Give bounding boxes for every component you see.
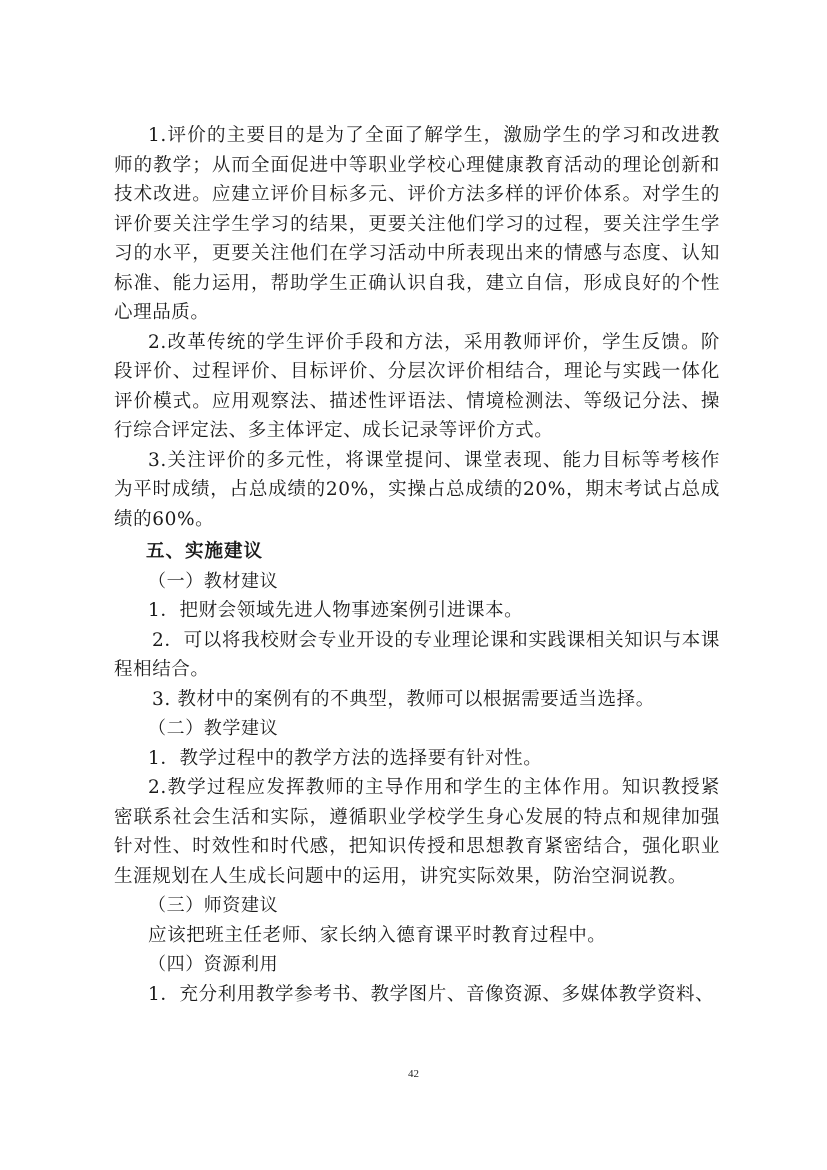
faculty-item-1: 应该把班主任老师、家长纳入德育课平时教育过程中。 xyxy=(148,924,607,946)
textbook-item-2: 2．可以将我校财会专业开设的专业理论课和实践课相关知识与本课程相结合。 xyxy=(114,629,720,680)
paragraph-eval-2: 2.改革传统的学生评价手段和方法，采用教师评价，学生反馈。阶段评价、过程评价、目标评价、分层次评价相结合，理论与实践一体化评价模式。应用观察法、描述性评语法、情境检测法、等级记分法、操行综合评定法、多主体评定、成长记录等评价方式。 xyxy=(114,331,720,441)
teaching-item-1: 1．教学过程中的教学方法的选择要有针对性。 xyxy=(148,747,543,769)
resources-item-1: 1．充分利用教学参考书、教学图片、音像资源、多媒体教学资料、 xyxy=(148,983,715,1005)
paragraph-eval-3: 3.关注评价的多元性，将课堂提问、课堂表现、能力目标等考核作为平时成绩，占总成绩的20%，实操占总成绩的20%，期末考试占总成绩的60%。 xyxy=(114,449,720,530)
subheading-teaching: （二）教学建议 xyxy=(148,718,279,739)
teaching-item-2: 2.教学过程应发挥教师的主导作用和学生的主体作用。知识教授紧密联系社会生活和实际，遵循职业学校学生身心发展的特点和规律加强针对性、时效性和时代感，把知识传授和思想教育紧密结合，强化职业生涯规划在人生成长问题中的运用，讲究实际效果，防治空洞说教。 xyxy=(114,777,720,887)
page-number: 42 xyxy=(408,1068,419,1080)
subheading-resources: （四）资源利用 xyxy=(148,954,279,975)
textbook-item-3: 3. 教材中的案例有的不典型，教师可以根据需要适当选择。 xyxy=(152,688,655,710)
document-body xyxy=(114,121,720,1009)
subheading-faculty: （三）师资建议 xyxy=(148,895,279,916)
paragraph-eval-1: 1.评价的主要目的是为了全面了解学生，激励学生的学习和改进教师的教学；从而全面促进中等职业学校心理健康教育活动的理论创新和技术改进。应建立评价目标多元、评价方法多样的评价体系。对学生的评价要关注学生学习的结果，更要关注他们学习的过程，要关注学生学习的水平，更要关注他们在学习活动中所表现出来的情感与态度、认知标准、能力运用，帮助学生正确认识自我，建立自信，形成良好的个性心理品质。 xyxy=(114,125,720,323)
section-heading-implementation: 五、实施建议 xyxy=(146,541,264,562)
subheading-textbook: （一）教材建议 xyxy=(148,570,279,592)
textbook-item-1: 1．把财会领域先进人物事迹案例引进课本。 xyxy=(148,600,524,621)
